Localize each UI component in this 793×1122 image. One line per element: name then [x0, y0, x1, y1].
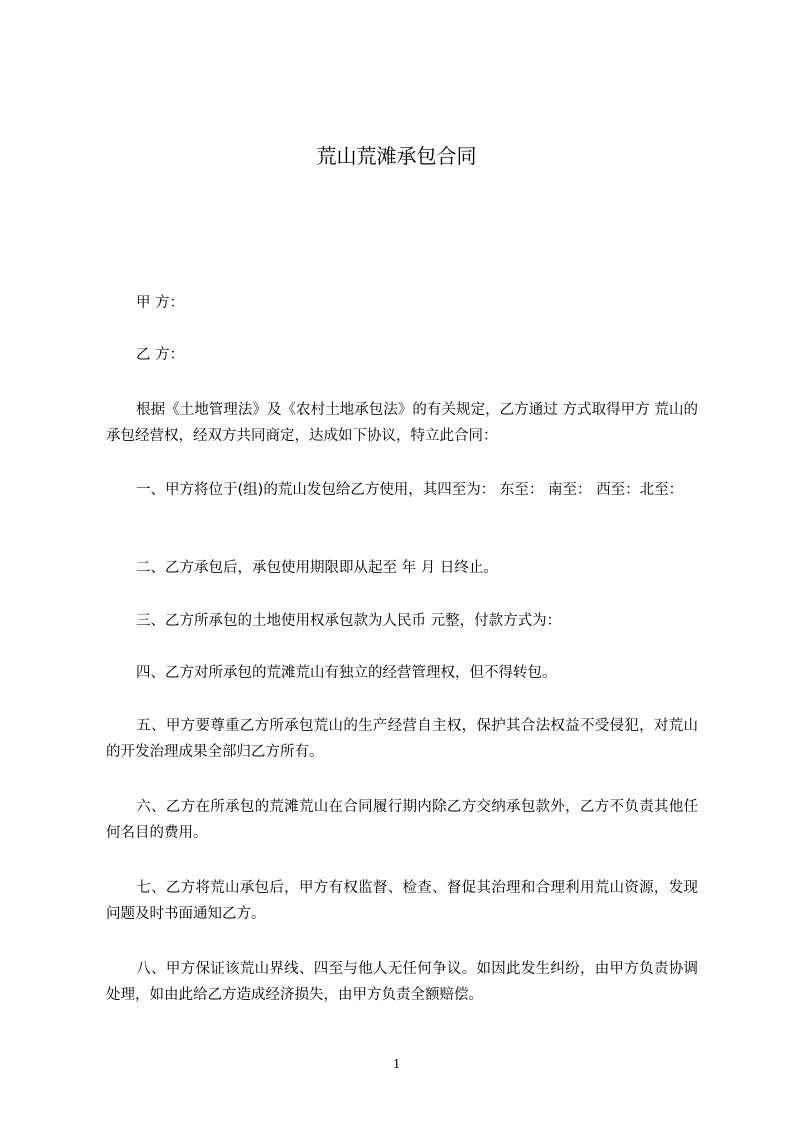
clause-7-paragraph	[106, 875, 698, 927]
party-a-line	[106, 290, 698, 316]
clause-5-paragraph	[106, 713, 698, 765]
clause-3-text: 三、乙方所承包的土地使用权承包款为人民币 元整，付款方式为：	[136, 613, 562, 629]
clause-4-text: 四、乙方对所承包的荒滩荒山有独立的经营管理权，但不得转包。	[136, 665, 557, 681]
clause-6-paragraph	[106, 794, 698, 846]
party-b-label: 乙 方：	[136, 347, 185, 363]
clause-8-text: 八、甲方保证该荒山界线、四至与他人无任何争议。如因此发生纠纷，由甲方负责协调处理，如由此给乙方造成经济损失，由甲方负责全额赔偿。	[106, 961, 698, 1003]
party-b-line	[106, 342, 698, 368]
clause-3-paragraph	[106, 608, 698, 634]
clause-4-paragraph	[106, 660, 698, 686]
clause-2-paragraph	[106, 555, 698, 581]
preamble-text: 根据《土地管理法》及《农村土地承包法》的有关规定，乙方通过 方式取得甲方 荒山的承包经营权，经双方共同商定，达成如下协议，特立此合同：	[106, 402, 698, 444]
clause-2-text: 二、乙方承包后，承包使用期限即从起至 年 月 日终止。	[136, 560, 498, 576]
clause-1-text: 一、甲方将位于(组)的荒山发包给乙方使用，其四至为： 东至： 南至： 西至：北至：	[136, 482, 684, 498]
clause-6-text: 六、乙方在所承包的荒滩荒山在合同履行期内除乙方交纳承包款外，乙方不负责其他任何名目的费用。	[106, 799, 698, 841]
preamble-paragraph	[106, 397, 698, 449]
clause-7-text: 七、乙方将荒山承包后，甲方有权监督、检查、督促其治理和合理利用荒山资源，发现问题及时书面通知乙方。	[106, 880, 698, 922]
clause-5-text: 五、甲方要尊重乙方所承包荒山的生产经营自主权，保护其合法权益不受侵犯，对荒山的开发治理成果全部归乙方所有。	[106, 718, 698, 760]
clause-1-paragraph	[106, 477, 698, 503]
clause-8-paragraph	[106, 956, 698, 1008]
party-a-label: 甲 方：	[136, 295, 185, 311]
page-number: 1	[393, 1057, 400, 1072]
document-title: 荒山荒滩承包合同	[316, 144, 477, 168]
